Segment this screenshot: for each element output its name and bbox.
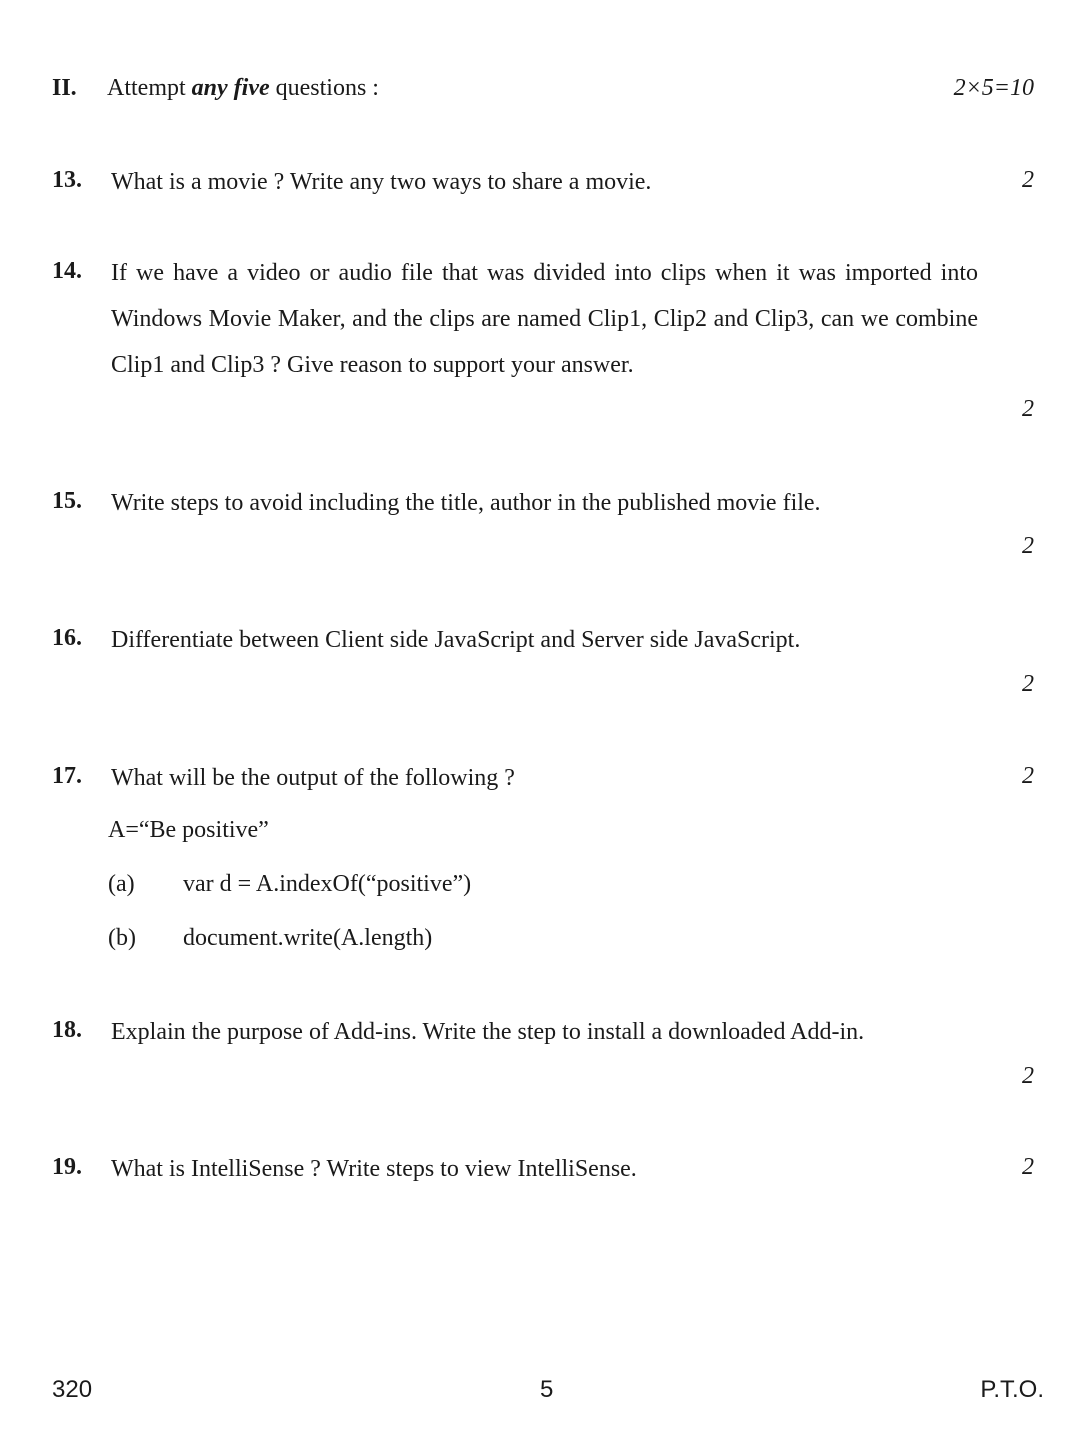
section-instruction-prefix: Attempt	[107, 75, 192, 101]
question-text-19: What is IntelliSense ? Write steps to view IntelliSense.	[111, 1156, 637, 1182]
question-text-16: Differentiate between Client side JavaScript and Server side JavaScript.	[111, 627, 801, 653]
question-17-part-b-text: document.write(A.length)	[183, 925, 433, 951]
question-marks-13: 2	[1022, 167, 1034, 193]
question-marks-18: 2	[1022, 1063, 1034, 1089]
question-marks-15: 2	[1022, 533, 1034, 559]
question-17-part-b-label: (b)	[108, 925, 136, 951]
footer-pto: P.T.O.	[980, 1376, 1044, 1403]
question-marks-14: 2	[1022, 396, 1034, 422]
footer-paper-code: 320	[52, 1376, 93, 1403]
section-instruction-suffix: questions :	[269, 75, 379, 101]
question-text-14: If we have a video or audio file that was divided into clips when it was imported into Windows Movie Maker, and the clips are named Clip1, Clip2 and Clip3, can we combine Clip1 and Clip3 ? Give reason to support your answer.	[111, 260, 978, 378]
section-label: II.	[52, 75, 77, 101]
question-number-15: 15.	[52, 488, 82, 514]
footer-page-number: 5	[540, 1376, 554, 1403]
question-marks-17: 2	[1022, 763, 1034, 789]
question-17-part-a-label: (a)	[108, 871, 135, 897]
question-number-13: 13.	[52, 167, 82, 193]
question-17-part-a-text: var d = A.indexOf(“positive”)	[183, 871, 472, 897]
question-number-14: 14.	[52, 258, 82, 284]
question-number-18: 18.	[52, 1017, 82, 1043]
question-number-17: 17.	[52, 763, 82, 789]
question-text-18: Explain the purpose of Add-ins. Write the step to install a downloaded Add-in.	[111, 1019, 865, 1045]
question-marks-16: 2	[1022, 671, 1034, 697]
section-instruction-emphasis: any five	[191, 75, 270, 101]
question-number-16: 16.	[52, 625, 82, 651]
question-text-15: Write steps to avoid including the title, author in the published movie file.	[111, 490, 821, 516]
question-text-17: What will be the output of the following ?	[111, 765, 515, 791]
section-instruction	[107, 75, 379, 102]
question-17-given: A=“Be positive”	[108, 817, 269, 843]
question-number-19: 19.	[52, 1154, 82, 1180]
section-marks: 2×5=10	[953, 75, 1034, 101]
question-marks-19: 2	[1022, 1154, 1034, 1180]
question-text-13: What is a movie ? Write any two ways to share a movie.	[111, 169, 652, 195]
